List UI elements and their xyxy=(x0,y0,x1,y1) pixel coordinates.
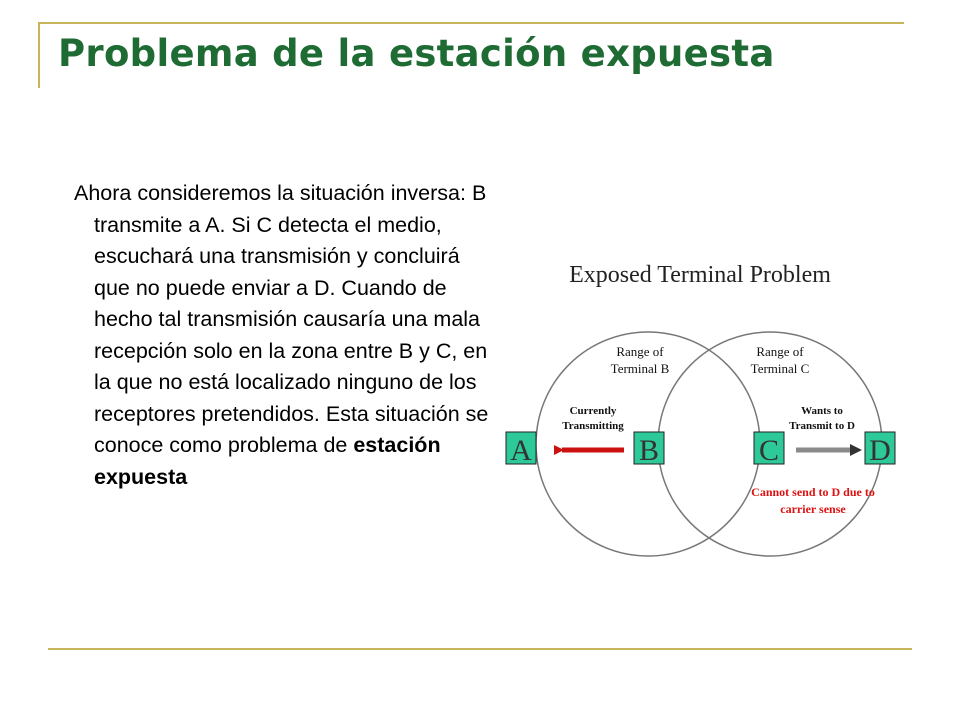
top-rule xyxy=(38,22,904,24)
left-accent-bar xyxy=(38,22,40,88)
range-b-line2: Terminal B xyxy=(610,361,670,376)
cannot-send-line2: carrier sense xyxy=(780,502,846,516)
paragraph-bold-term: estación expuesta xyxy=(94,433,441,489)
diagram-title: Exposed Terminal Problem xyxy=(569,262,831,288)
range-b-line1: Range of xyxy=(616,344,664,359)
slide-title: Problema de la estación expuesta xyxy=(58,32,775,75)
bottom-rule xyxy=(48,648,912,650)
node-a-label: A xyxy=(510,434,532,467)
wants-line1: Wants to xyxy=(801,405,843,417)
wants-line2: Transmit to D xyxy=(789,420,855,432)
cannot-send-line1: Cannot send to D due to xyxy=(751,485,875,499)
currently-line1: Currently xyxy=(569,405,617,417)
exposed-terminal-diagram xyxy=(500,248,900,568)
node-b-label: B xyxy=(638,434,660,467)
currently-line2: Transmitting xyxy=(562,420,624,432)
node-d-label: D xyxy=(869,434,891,467)
intent-arrowhead xyxy=(850,444,862,456)
range-c-line2: Terminal C xyxy=(750,361,810,376)
paragraph-text: Ahora consideremos la situación inversa: B transmite a A. Si C detecta el medio, escuchará una transmisión y concluirá que no puede enviar a D. Cuando de hecho tal transmisión causaría una mala recepción solo en la zona entre B y C, en la que no está localizado ninguno de los receptores pretendidos. Esta situación se conoce como problema de xyxy=(74,181,489,457)
node-c-label: C xyxy=(758,434,780,467)
range-c-line1: Range of xyxy=(756,344,804,359)
body-paragraph xyxy=(74,178,494,493)
